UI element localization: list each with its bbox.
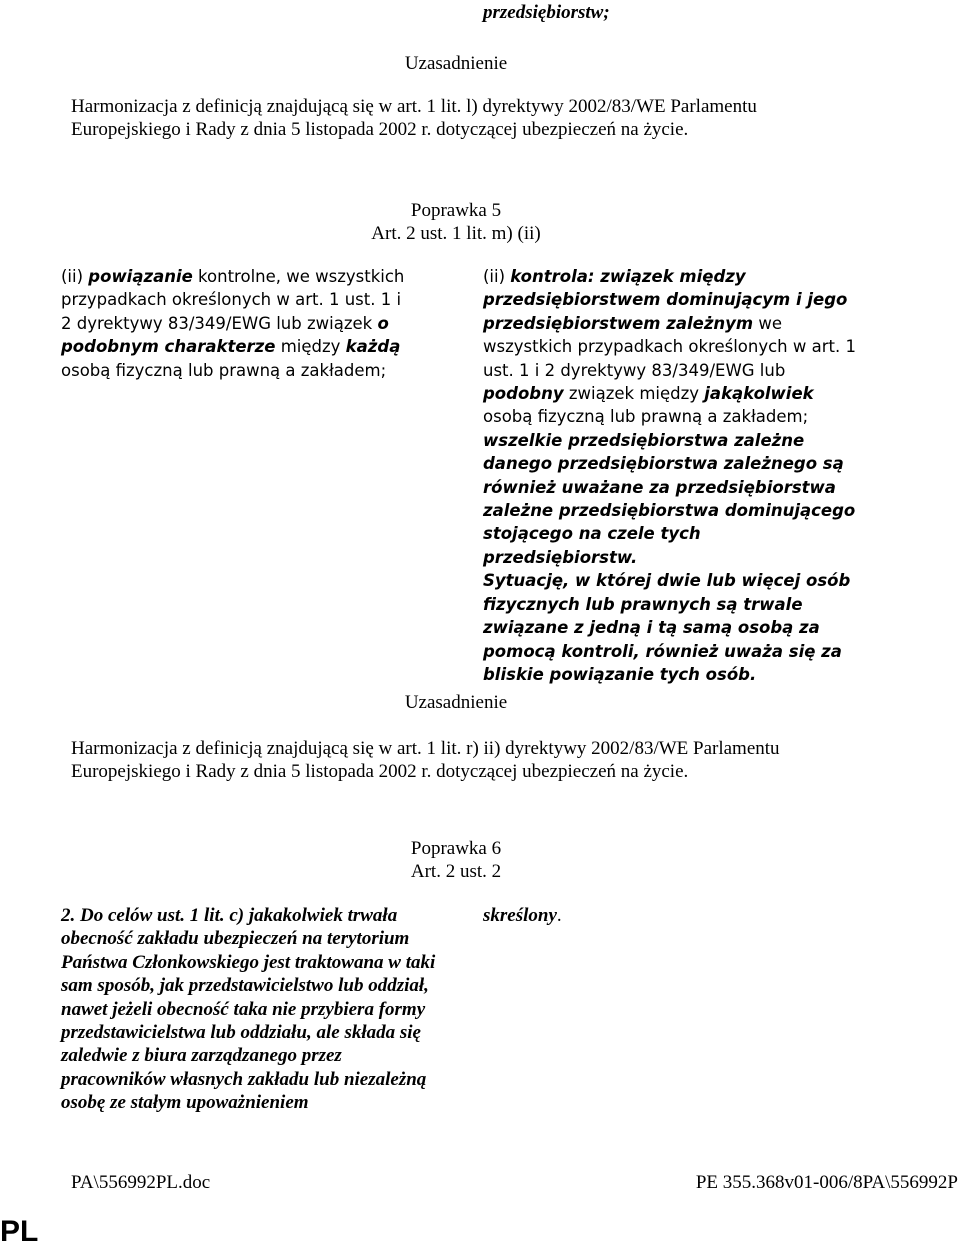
justification-line: Europejskiego i Rady z dnia 5 listopada 2002 r. dotyczącej ubezpieczeń na życie. <box>71 761 689 783</box>
text-segment: . <box>556 905 562 926</box>
text-segment: (ii) <box>483 267 511 286</box>
text-emphasis: o podobnym charakterze <box>61 313 389 357</box>
justification-text <box>71 737 780 784</box>
text-segment: (ii) <box>61 267 89 286</box>
text-emphasis: podobny <box>483 384 564 404</box>
text-emphasis: Sytuację, w której dwie lub więcej osób fizycznych lub prawnych są trwale związane z jedną i tą samą osobą za pomocą kontroli, również uważa się za bliskie powiązanie tych osób. <box>483 571 851 684</box>
justification-line: Harmonizacja z definicją znajdującą się w art. 1 lit. l) dyrektywy 2002/83/WE Parlamentu <box>71 96 757 117</box>
text-emphasis: każdą <box>345 337 401 357</box>
amendment-6-original-text: 2. Do celów ust. 1 lit. c) jakakolwiek trwała obecność zakładu ubezpieczeń na terytorium Państwa Członkowskiego jest traktowana w taki sam sposób, jak przedstawicielstwo lub oddział, nawet jeżeli obecność taka nie przybiera formy przedstawicielstwa lub oddziału, ale składa się zaledwie z biura zarządzanego przez pracowników własnych zakładu lub niezależną osobę ze stałym upoważnieniem <box>61 905 436 1114</box>
text-segment: między <box>275 337 346 357</box>
text-emphasis: kontrola: związek między przedsiębiorstwem dominującym i jego przedsiębiorstwem zależnym <box>483 267 848 333</box>
justification-heading: Uzasadnienie <box>404 692 508 713</box>
amendment-5-original-text <box>61 265 411 382</box>
justification-line: Europejskiego i Rady z dnia 5 listopada 2002 r. dotyczącej ubezpieczeń na życie. <box>71 119 689 141</box>
text-emphasis: jakąkolwiek <box>704 384 814 404</box>
footer-file-reference: PA\556992PL.doc <box>71 1172 211 1193</box>
language-code: PL <box>0 1215 39 1248</box>
footer-document-reference: PE 355.368v01-006/8PA\556992P <box>695 1172 958 1193</box>
text-segment: kontrolne, we wszystkich przypadkach określonych w art. 1 ust. 1 i 2 dyrektywy 83/349/EWG lub związek <box>61 267 405 333</box>
text-segment: osobą fizyczną lub prawną a zakładem; <box>61 360 387 380</box>
deleted-marker: skreślony <box>483 905 557 926</box>
amendment-article-ref: Art. 2 ust. 1 lit. m) (ii) <box>371 223 541 244</box>
amendment-title: Poprawka 6 <box>410 838 502 859</box>
text-segment: we wszystkich przypadkach określonych w art. 1 ust. 1 i 2 dyrektywy 83/349/EWG lub <box>483 313 856 380</box>
text-segment: związek między <box>563 384 705 404</box>
top-fragment: przedsiębiorstw; <box>483 2 610 23</box>
amendment-5-amended-text <box>483 265 858 686</box>
text-emphasis: powiązanie <box>88 267 193 286</box>
amendment-6-amended-text <box>483 904 562 927</box>
amendment-title: Poprawka 5 <box>410 200 502 221</box>
justification-line: Harmonizacja z definicją znajdującą się w art. 1 lit. r) ii) dyrektywy 2002/83/WE Parlamentu <box>71 738 780 759</box>
justification-heading: Uzasadnienie <box>404 53 508 74</box>
text-segment: osobą fizyczną lub prawną a zakładem; <box>483 407 809 427</box>
amendment-article-ref: Art. 2 ust. 2 <box>410 861 502 882</box>
text-emphasis: wszelkie przedsiębiorstwa zależne danego przedsiębiorstwa zależnego są również uważane za przedsiębiorstwa zależne przedsiębiorstwa dominującego stojącego na czele tych przedsiębiorstw. <box>483 430 856 567</box>
justification-text <box>71 95 757 142</box>
